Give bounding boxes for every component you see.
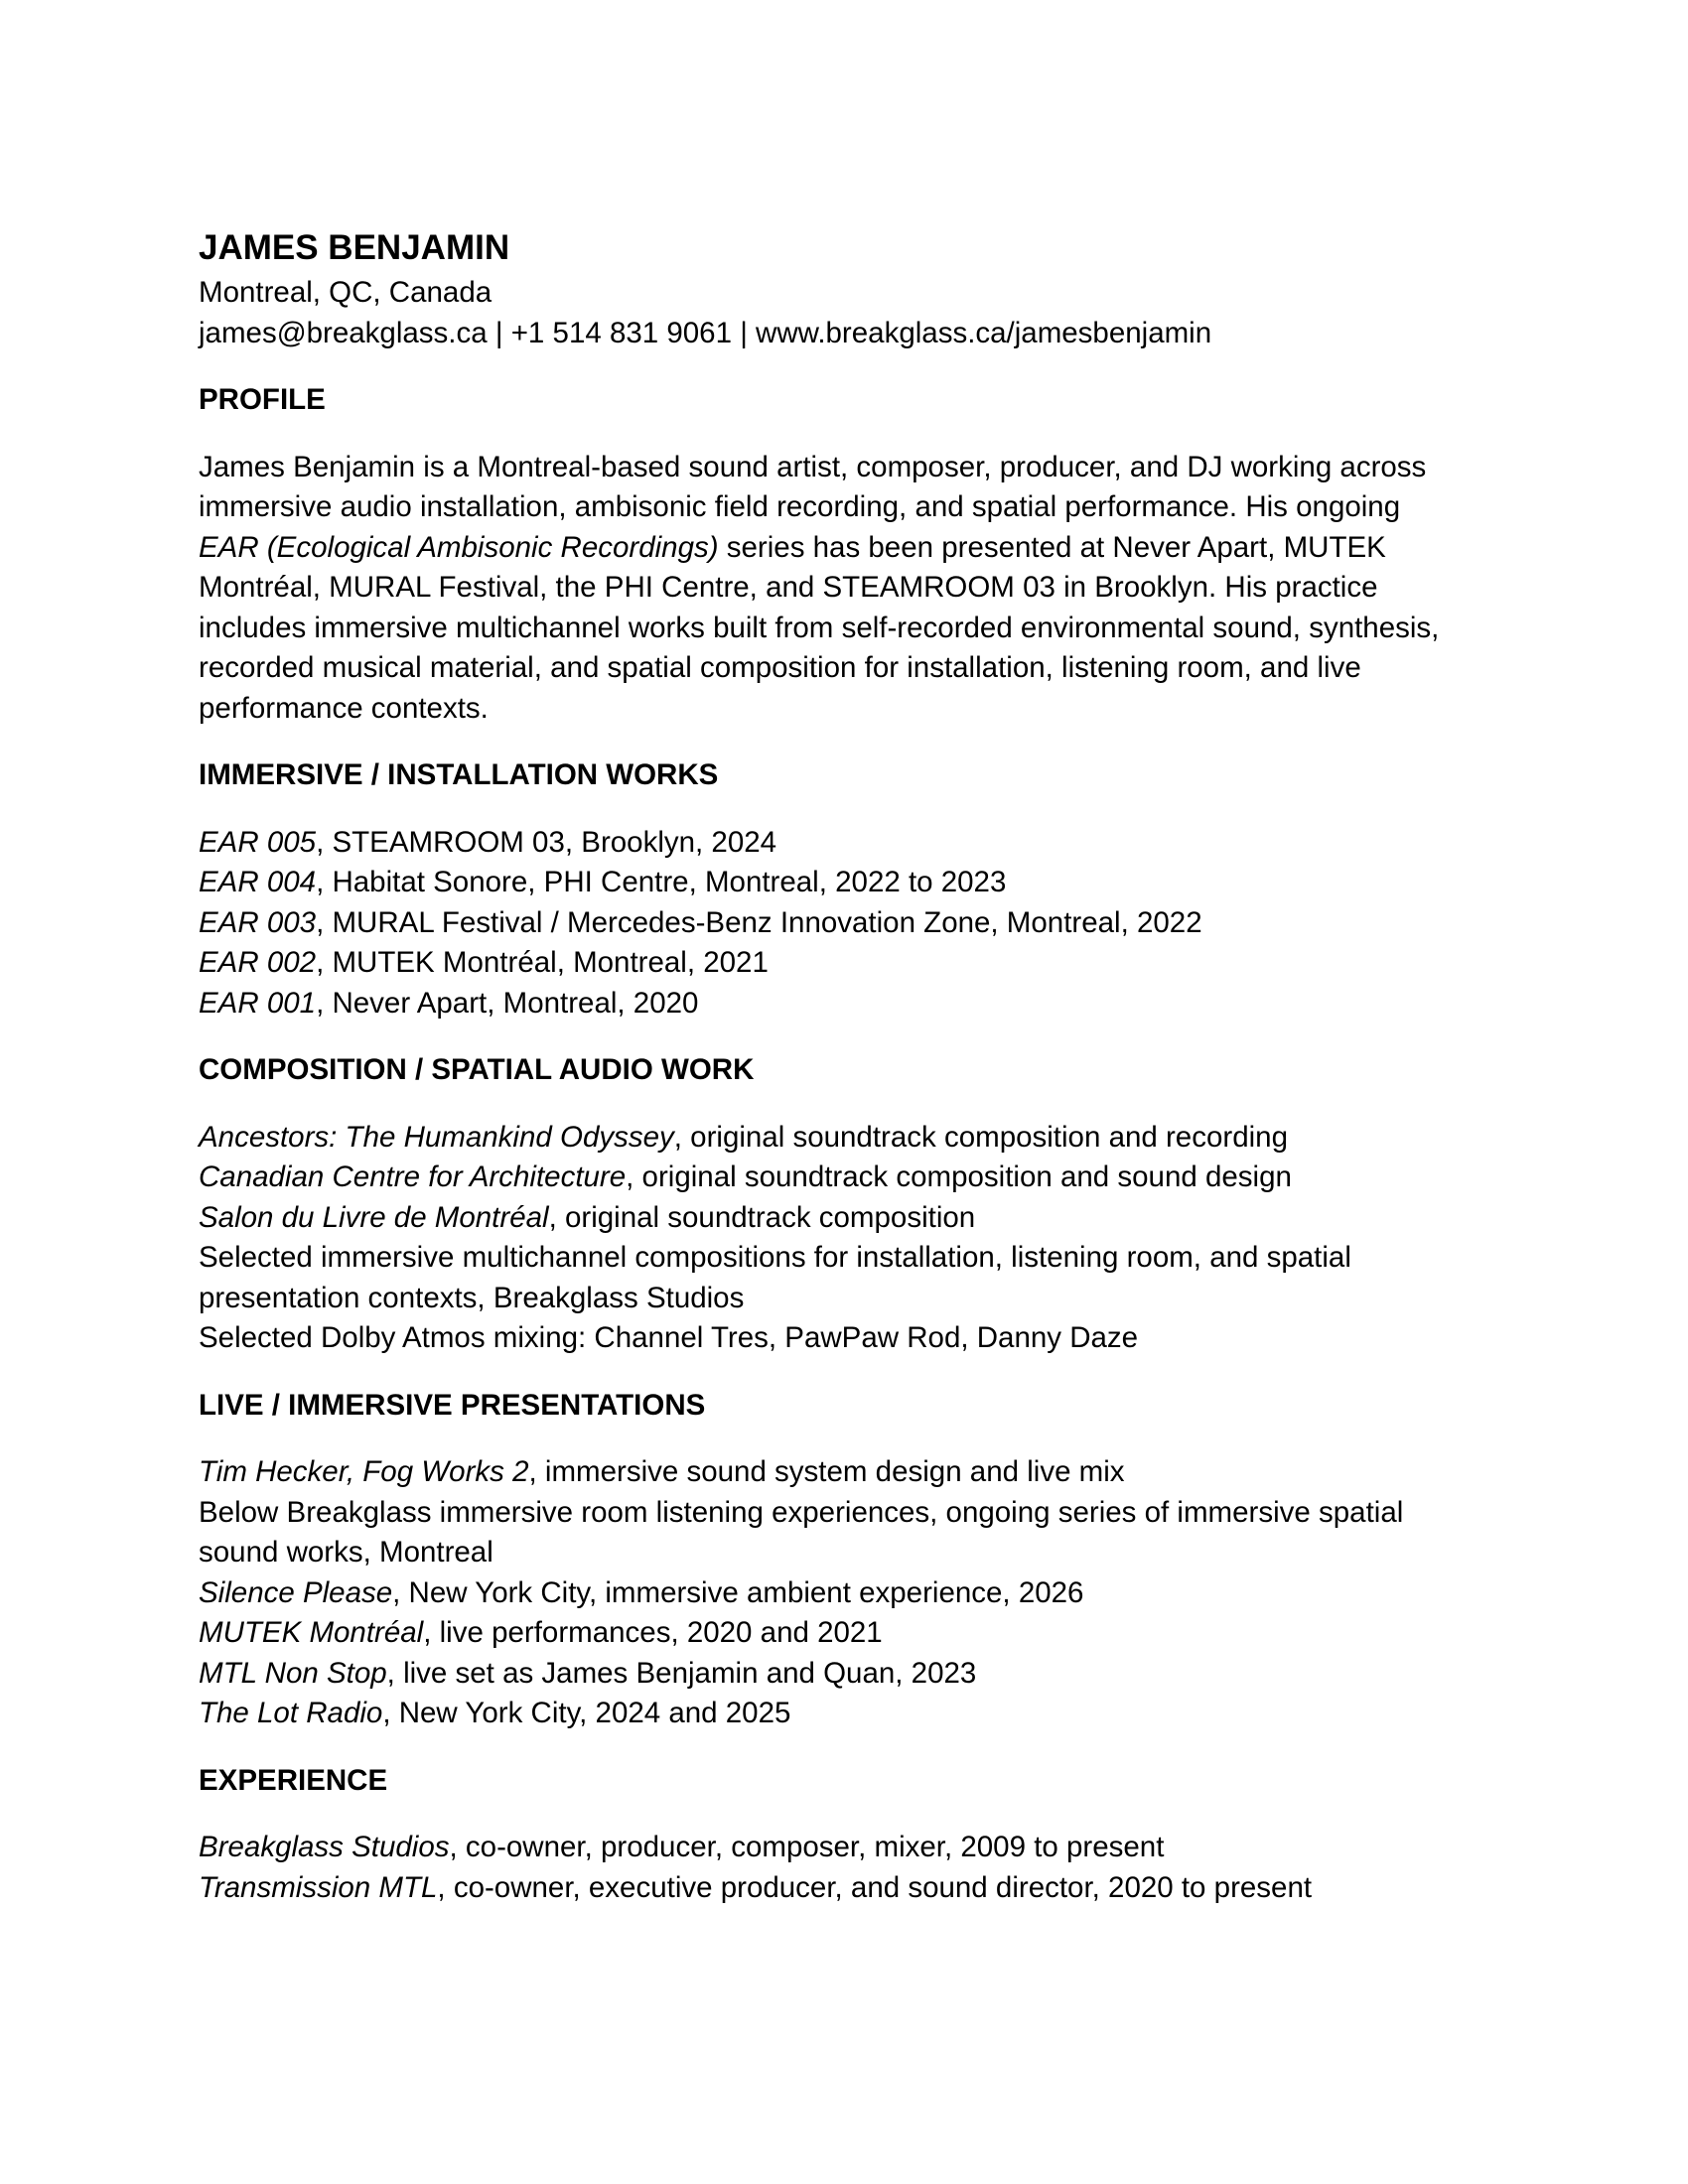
work-title: EAR 002 (199, 946, 317, 979)
list-item: sound works, Montreal (199, 1536, 493, 1569)
profile-line: recorded musical material, and spatial composition for installation, listening room, and live (199, 651, 1361, 684)
work-details: , live set as James Benjamin and Quan, 2023 (386, 1656, 977, 1690)
work-details: , original soundtrack composition (548, 1200, 976, 1234)
profile-line (199, 528, 1509, 569)
work-title: EAR 004 (199, 866, 317, 898)
contact-line: james@breakglass.ca | +1 514 831 9061 | www.breakglass.ca/jamesbenjamin (199, 316, 1212, 349)
profile-line: James Benjamin is a Montreal-based sound artist, composer, producer, and DJ working across (199, 450, 1427, 483)
work-title: MTL Non Stop (199, 1656, 387, 1690)
list-item (199, 1694, 1509, 1734)
work-title: Ancestors: The Humankind Odyssey (199, 1120, 674, 1154)
list-item (199, 1573, 1509, 1614)
work-title: Canadian Centre for Architecture (199, 1160, 627, 1193)
work-details: , Habitat Sonore, PHI Centre, Montreal, 2022 to 2023 (316, 866, 1007, 898)
list-item (199, 943, 1509, 984)
list-item (199, 984, 1509, 1024)
resume-page (199, 223, 1509, 1908)
work-details: , STEAMROOM 03, Brooklyn, 2024 (316, 825, 777, 859)
list-item (199, 1828, 1509, 1868)
work-title: Salon du Livre de Montréal (199, 1200, 549, 1234)
profile-line: immersive audio installation, ambisonic field recording, and spatial performance. His ongoing (199, 490, 1401, 523)
live-list (199, 1452, 1509, 1734)
list-item (199, 1654, 1509, 1695)
composition-heading: COMPOSITION / SPATIAL AUDIO WORK (199, 1053, 755, 1086)
list-item (199, 903, 1509, 944)
profile-line: Montréal, MURAL Festival, the PHI Centre, and STEAMROOM 03 in Brooklyn. His practice (199, 571, 1378, 604)
experience-heading: EXPERIENCE (199, 1763, 388, 1797)
work-title: EAR 003 (199, 905, 317, 939)
work-details: , New York City, immersive ambient experience, 2026 (392, 1575, 1084, 1609)
role-details: , co-owner, producer, composer, mixer, 2009 to present (449, 1831, 1165, 1863)
work-title: The Lot Radio (199, 1697, 383, 1729)
list-item (199, 1452, 1509, 1493)
list-item: Selected immersive multichannel compositions for installation, listening room, and spatial (199, 1241, 1351, 1274)
profile-line-rest: series has been presented at Never Apart, MUTEK (718, 530, 1386, 564)
list-item (199, 1118, 1509, 1159)
role-details: , co-owner, executive producer, and sound director, 2020 to present (437, 1870, 1313, 1904)
employer-name: Transmission MTL (199, 1870, 438, 1904)
list-item (199, 863, 1509, 903)
resume-name: JAMES BENJAMIN (199, 228, 510, 267)
work-title: MUTEK Montréal (199, 1616, 424, 1649)
list-item (199, 823, 1509, 864)
work-details: , immersive sound system design and live mix (528, 1455, 1125, 1488)
work-details: , MURAL Festival / Mercedes-Benz Innovation Zone, Montreal, 2022 (316, 905, 1202, 939)
work-details: , live performances, 2020 and 2021 (423, 1616, 883, 1649)
list-item (199, 1158, 1509, 1198)
employer-name: Breakglass Studios (199, 1831, 450, 1863)
live-heading: LIVE / IMMERSIVE PRESENTATIONS (199, 1388, 706, 1422)
work-title: EAR 001 (199, 986, 317, 1020)
work-details: , New York City, 2024 and 2025 (382, 1697, 791, 1729)
installation-list (199, 823, 1509, 1024)
installation-heading: IMMERSIVE / INSTALLATION WORKS (199, 758, 719, 791)
list-item: Selected Dolby Atmos mixing: Channel Tres, PawPaw Rod, Danny Daze (199, 1321, 1139, 1354)
profile-paragraph (199, 448, 1509, 730)
profile-heading: PROFILE (199, 383, 326, 416)
work-details: , original soundtrack composition and recording (673, 1120, 1288, 1154)
list-item (199, 1198, 1509, 1239)
list-item: presentation contexts, Breakglass Studios (199, 1281, 745, 1314)
list-item: Below Breakglass immersive room listening experiences, ongoing series of immersive spatial (199, 1495, 1404, 1529)
work-title: Tim Hecker, Fog Works 2 (199, 1455, 529, 1488)
work-title: Silence Please (199, 1575, 393, 1609)
work-details: , Never Apart, Montreal, 2020 (316, 986, 699, 1020)
work-details: , MUTEK Montréal, Montreal, 2021 (316, 946, 769, 979)
profile-line: includes immersive multichannel works built from self-recorded environmental sound, synthesis, (199, 611, 1440, 644)
composition-list (199, 1118, 1509, 1359)
profile-line: performance contexts. (199, 691, 489, 725)
list-item (199, 1613, 1509, 1654)
list-item (199, 1868, 1509, 1909)
ear-series-title: EAR (Ecological Ambisonic Recordings) (199, 530, 719, 564)
work-details: , original soundtrack composition and sound design (626, 1160, 1292, 1193)
experience-list (199, 1828, 1509, 1908)
work-title: EAR 005 (199, 825, 317, 859)
location: Montreal, QC, Canada (199, 276, 492, 309)
